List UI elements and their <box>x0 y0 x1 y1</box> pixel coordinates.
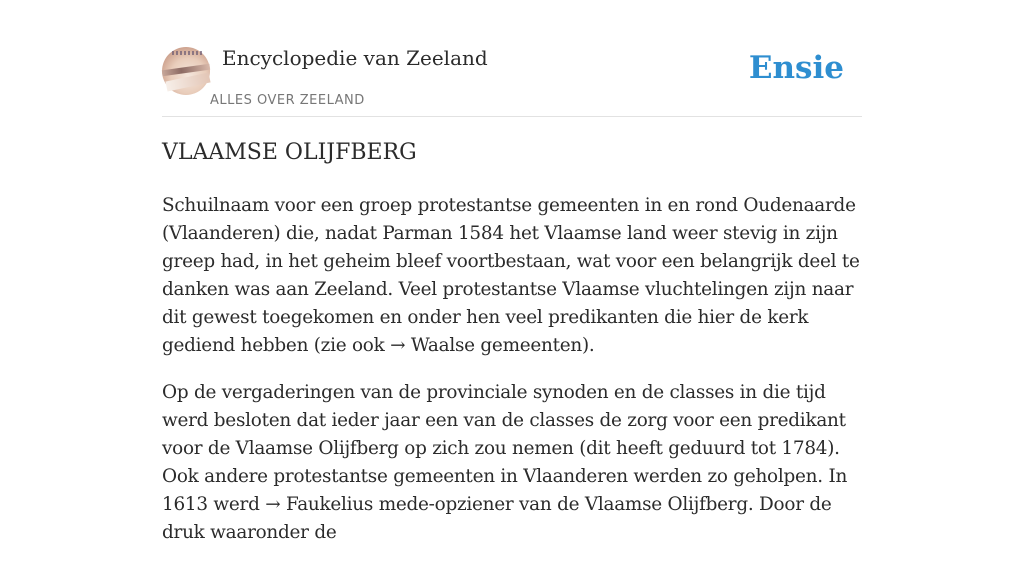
site-title[interactable]: Encyclopedie van Zeeland <box>222 46 488 70</box>
page-wrapper <box>162 0 862 543</box>
paragraph-text-end: mede-opziener van de Vlaamse Olijfberg. Door de druk waaronder de <box>162 494 832 543</box>
link-faukelius[interactable]: → Faukelius <box>265 494 374 515</box>
site-header <box>162 0 862 117</box>
link-waalse-gemeenten[interactable]: → Waalse gemeenten <box>390 335 582 356</box>
article-title: VLAAMSE OLIJFBERG <box>162 140 417 165</box>
article-paragraph <box>162 379 862 547</box>
paragraph-text: Schuilnaam voor een groep protestantse gemeenten in en rond Oudenaarde (Vlaanderen) die, nadat Parman 1584 het Vlaamse land weer stevig in zijn greep had, in het geheim bleef voortbestaan, wat voor een belangrijk deel te danken was aan Zeeland. Veel protestantse Vlaamse vluchtelingen zijn naar dit gewest toegekomen en onder hen veel predikanten die hier de kerk gediend hebben (zie ook <box>162 195 860 356</box>
site-subtitle: ALLES OVER ZEELAND <box>210 93 365 108</box>
paragraph-text: Op de vergaderingen van de provinciale synoden en de classes in die tijd werd besloten dat ieder jaar een van de classes de zorg voor een predikant voor de Vlaamse Olijfberg op zich zou nemen (dit heeft geduurd tot 1784). Ook andere protestantse gemeenten in Vlaanderen werden zo geholpen. In 1613 werd <box>162 382 848 515</box>
encyclopedia-logo-icon[interactable] <box>162 47 210 95</box>
logo-page <box>165 73 210 92</box>
logo-book-spines <box>172 51 202 55</box>
ensie-brand-link[interactable]: Ensie <box>748 50 844 86</box>
article-body <box>162 192 862 566</box>
paragraph-text-end: ). <box>582 335 595 356</box>
article-paragraph <box>162 192 862 360</box>
